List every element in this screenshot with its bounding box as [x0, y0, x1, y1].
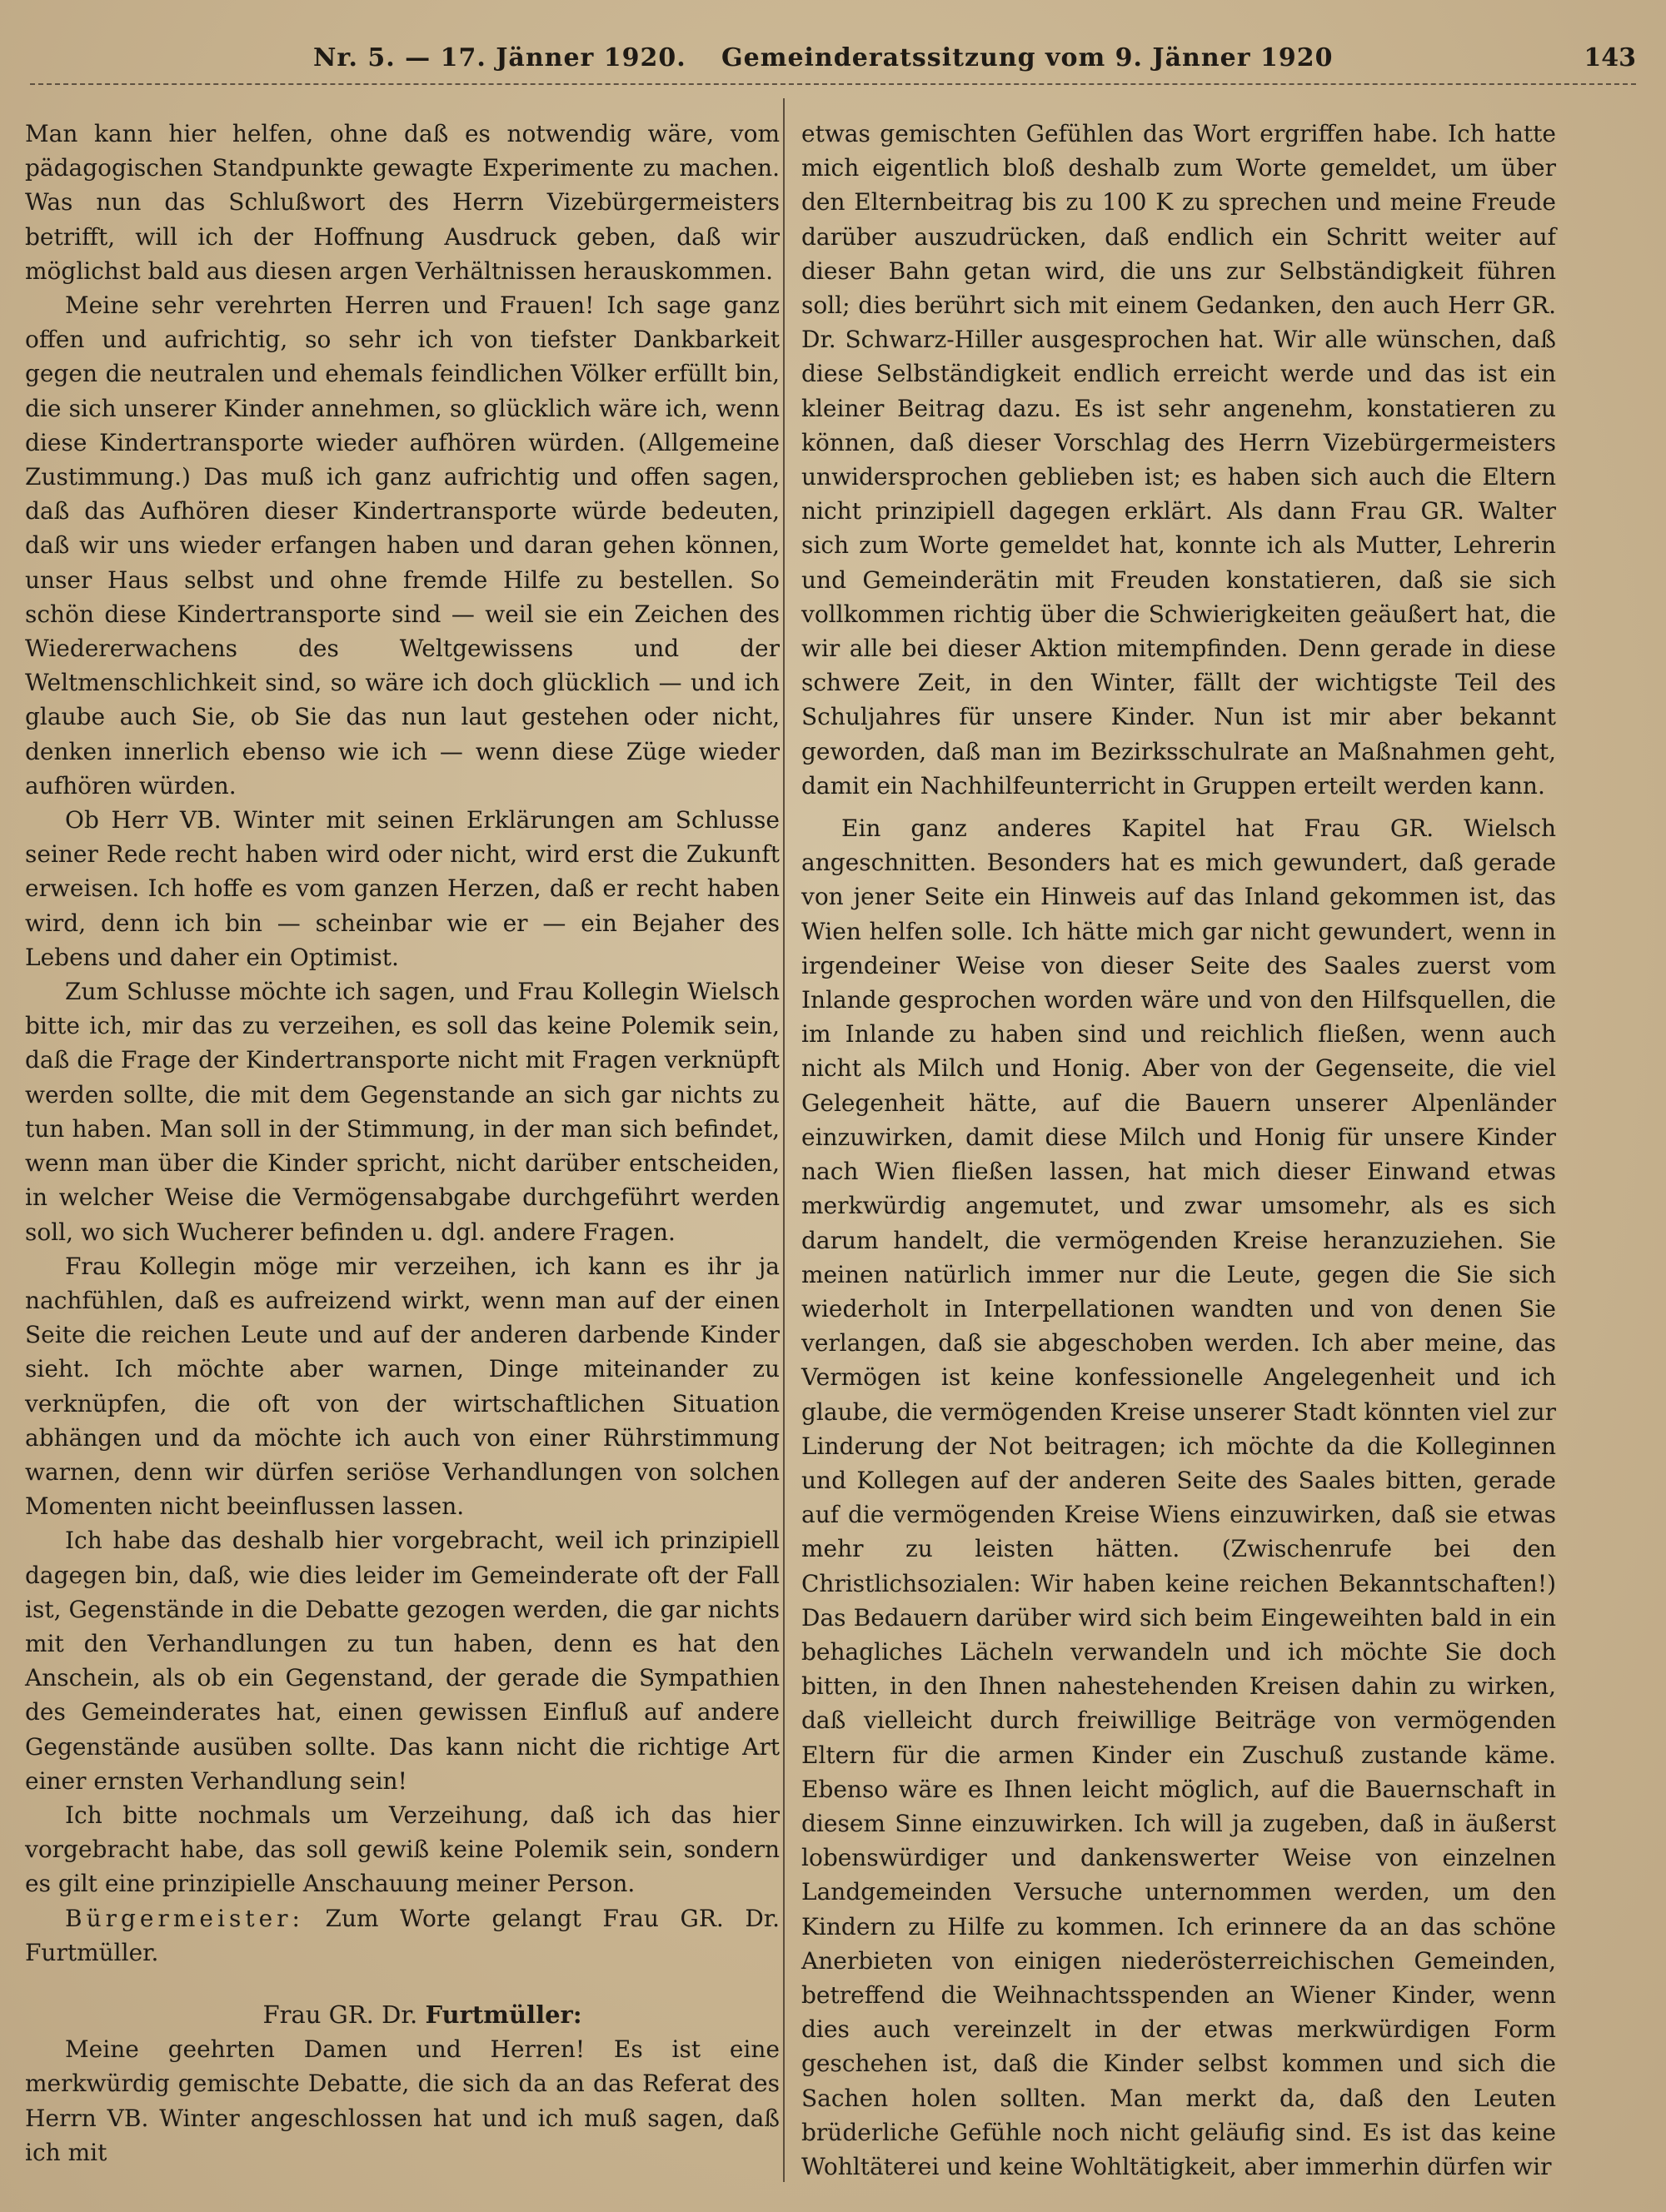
paragraph: Zum Schlusse möchte ich sagen, und Frau Kollegin Wielsch bitte ich, mir das zu verzeihen, es soll das keine Polemik sein, daß die Frage der Kindertransporte nicht mit Fragen verknüpft werden sollte, die mit dem Gegenstande an sich gar nichts zu tun haben. Man soll in der Stimmung, in der man sich befindet, wenn man über die Kinder spricht, nicht darüber entscheiden, in welcher Weise die Vermögensabgabe durchgeführt werden soll, wo sich Wucherer befinden u. dgl. andere Fragen.: [25, 978, 780, 1246]
speaker-heading: [25, 1998, 780, 2032]
paragraph: Ich habe das deshalb hier vorgebracht, weil ich prinzipiell dagegen bin, daß, wie dies leider im Gemeinderate oft der Fall ist, Gegenstände in die Debatte gezogen werden, die gar nichts mit den Verhandlungen zu tun haben, denn es hat den Anschein, als ob ein Gegenstand, der gerade die Sympathien des Gemeinderates hat, einen gewissen Einfluß auf andere Gegenstände ausüben sollte. Das kann nicht die richtige Art einer ernsten Verhandlung sein!: [25, 1527, 780, 1795]
paragraph: Man kann hier helfen, ohne daß es notwendig wäre, vom pädagogischen Standpunkte gewagte Experimente zu machen. Was nun das Schlußwort des Herrn Vizebürgermeisters betrifft, will ich der Hoffnung Ausdruck geben, daß wir möglichst bald aus diesen argen Verhältnissen herauskommen.: [25, 120, 780, 285]
paragraph: Frau Kollegin möge mir verzeihen, ich kann es ihr ja nachfühlen, daß es aufreizend wirkt, wenn man auf der einen Seite die reichen Leute und auf der anderen darbende Kinder sieht. Ich möchte aber warnen, Dinge miteinander zu verknüpfen, die oft von der wirtschaftlichen Situation abhängen und da möchte ich auch von einer Rührstimmung warnen, denn wir dürfen seriöse Verhandlungen von solchen Momenten nicht beeinflussen lassen.: [25, 1252, 780, 1521]
paragraph: Meine sehr verehrten Herren und Frauen! Ich sage ganz offen und aufrichtig, so sehr ich von tiefster Dankbarkeit gegen die neutralen und ehemals feindlichen Völker erfüllt bin, die sich unserer Kinder annehmen, so glücklich wäre ich, wenn diese Kindertransporte wieder aufhören würden. (Allgemeine Zustimmung.) Das muß ich ganz aufrichtig und offen sagen, daß das Aufhören dieser Kindertransporte würde bedeuten, daß wir uns wieder erfangen haben und daran gehen können, unser Haus selbst und ohne fremde Hilfe zu bestellen. So schön diese Kindertransporte sind — weil sie ein Zeichen des Wiedererwachens des Weltgewissens und der Weltmenschlichkeit sind, so wäre ich doch glücklich — und ich glaube auch Sie, ob Sie das nun laut gestehen oder nicht, denken innerlich ebenso wie ich — wenn diese Züge wieder aufhören würden.: [25, 291, 780, 800]
page-header: [30, 40, 1636, 90]
speaker-name: Furtmüller:: [425, 2000, 582, 2029]
paragraph: etwas gemischten Gefühlen das Wort ergriffen habe. Ich hatte mich eigentlich bloß deshalb zum Worte gemeldet, um über den Elternbeitrag bis zu 100 K zu sprechen und meine Freude darüber auszudrücken, daß endlich ein Schritt weiter auf dieser Bahn getan wird, die uns zur Selbständigkeit führen soll; dies berührt sich mit einem Gedanken, den auch Herr GR. Dr. Schwarz-Hiller ausgesprochen hat. Wir alle wünschen, daß diese Selbständigkeit endlich erreicht werde und das ist ein kleiner Beitrag dazu. Es ist sehr angenehm, konstatieren zu können, daß dieser Vorschlag des Herrn Vizebürgermeisters unwidersprochen geblieben ist; es haben sich auch die Eltern nicht prinzipiell dagegen erklärt. Als dann Frau GR. Walter sich zum Worte gemeldet hat, konnte ich als Mutter, Lehrerin und Gemeinderätin mit Freuden konstatieren, daß sie sich vollkommen richtig über die Schwierigkeiten geäußert hat, die wir alle bei dieser Aktion mitempfinden. Denn gerade in diese schwere Zeit, in den Winter, fällt der wichtigste Teil des Schuljahres für unsere Kinder. Nun ist mir aber bekannt geworden, daß man im Bezirksschulrate an Maßnahmen geht, damit ein Nachhilfeunterricht in Gruppen erteilt werden kann.: [801, 120, 1556, 800]
paragraph: Ob Herr VB. Winter mit seinen Erklärungen am Schlusse seiner Rede recht haben wird oder nicht, wird erst die Zukunft erweisen. Ich hoffe es vom ganzen Herzen, daß er recht haben wird, denn ich bin — scheinbar wie er — ein Bejaher des Lebens und daher ein Optimist.: [25, 806, 780, 971]
paragraph: Ich bitte nochmals um Verzeihung, daß ich das hier vorgebracht habe, das soll gewiß keine Polemik sein, sondern es gilt eine prinzipielle Anschauung meiner Person.: [25, 1801, 780, 1898]
speaker-prefix: Frau GR. Dr.: [262, 2000, 418, 2029]
paragraph-text: Zum Worte gelangt Frau GR. Dr. Furtmüller.: [25, 1904, 780, 1966]
speaker-role: Bürgermeister:: [65, 1904, 304, 1932]
paragraph: Ein ganz anderes Kapitel hat Frau GR. Wielsch angeschnitten. Besonders hat es mich gewundert, daß gerade von jener Seite ein Hinweis auf das Inland gekommen ist, das Wien helfen solle. Ich hätte mich gar nicht gewundert, wenn in irgendeiner Weise von dieser Seite des Saales zuerst vom Inlande gesprochen worden wäre und von den Hilfsquellen, die im Inlande zu haben sind und reichlich fließen, wenn auch nicht als Milch und Honig. Aber von der Gegenseite, die viel Gelegenheit hätte, auf die Bauern unserer Alpenländer einzuwirken, damit diese Milch und Honig für unsere Kinder nach Wien fließen lassen, hat mich dieser Einwand etwas merkwürdig angemutet, und zwar umsomehr, als es sich darum handelt, die vermögenden Kreise heranzuziehen. Sie meinen natürlich immer nur die Leute, gegen die Sie sich wiederholt in Interpellationen wandten und von denen Sie verlangen, daß sie abgeschoben werden. Ich aber meine, das Vermögen ist keine konfessionelle Angelegenheit und ich glaube, die vermögenden Kreise unserer Stadt könnten viel zur Linderung der Not beitragen; ich möchte da die Kolleginnen und Kollegen auf der anderen Seite des Saales bitten, gerade auf die vermögenden Kreise Wiens einzuwirken, daß sie etwas mehr zu leisten hätten. (Zwischenrufe bei den Christlichsozialen: Wir haben keine reichen Bekanntschaften!) Das Bedauern darüber wird sich beim Eingeweihten bald in ein behagliches Lächeln verwandeln und ich möchte Sie doch bitten, in den Ihnen nahestehenden Kreisen dahin zu wirken, daß vielleicht durch freiwillige Beiträge von vermögenden Eltern für die armen Kinder ein Zuschuß zustande käme. Ebenso wäre es Ihnen leicht möglich, auf die Bauernschaft in diesem Sinne einzuwirken. Ich will ja zugeben, daß in äußerst lobenswürdiger und dankenswerter Weise von einzelnen Landgemeinden Versuche unternommen werden, um den Kindern zu Hilfe zu kommen. Ich erinnere da an das schöne Anerbieten von einigen niederösterreichischen Gemeinden, betreffend die Weihnachtsspenden an Wiener Kinder, wenn dies auch vereinzelt in der etwas merkwürdigen Form geschehen ist, daß die Kinder selbst kommen und sich die Sachen holen sollten. Man merkt da, daß den Leuten brüderliche Gefühle noch nicht geläufig sind. Es ist das keine Wohltäterei und keine Wohltätigkeit, aber immerhin dürfen wir: [801, 815, 1556, 2180]
column-divider: [783, 98, 785, 2182]
session-title: Gemeinderatssitzung vom 9. Jänner 1920: [721, 43, 1334, 72]
page-number: 143: [1584, 43, 1636, 72]
spacer: [25, 1970, 780, 1998]
left-column: [25, 117, 780, 2170]
right-column: [801, 117, 1556, 2184]
issue-label: Nr. 5. — 17. Jänner 1920.: [313, 43, 686, 72]
header-rule: [30, 83, 1636, 85]
paragraph: Meine geehrten Damen und Herren! Es ist eine merkwürdig gemischte Debatte, die sich da an das Referat des Herrn VB. Winter angeschlossen hat und ich muß sagen, daß ich mit: [25, 2035, 780, 2166]
paragraph: [25, 1901, 780, 1970]
